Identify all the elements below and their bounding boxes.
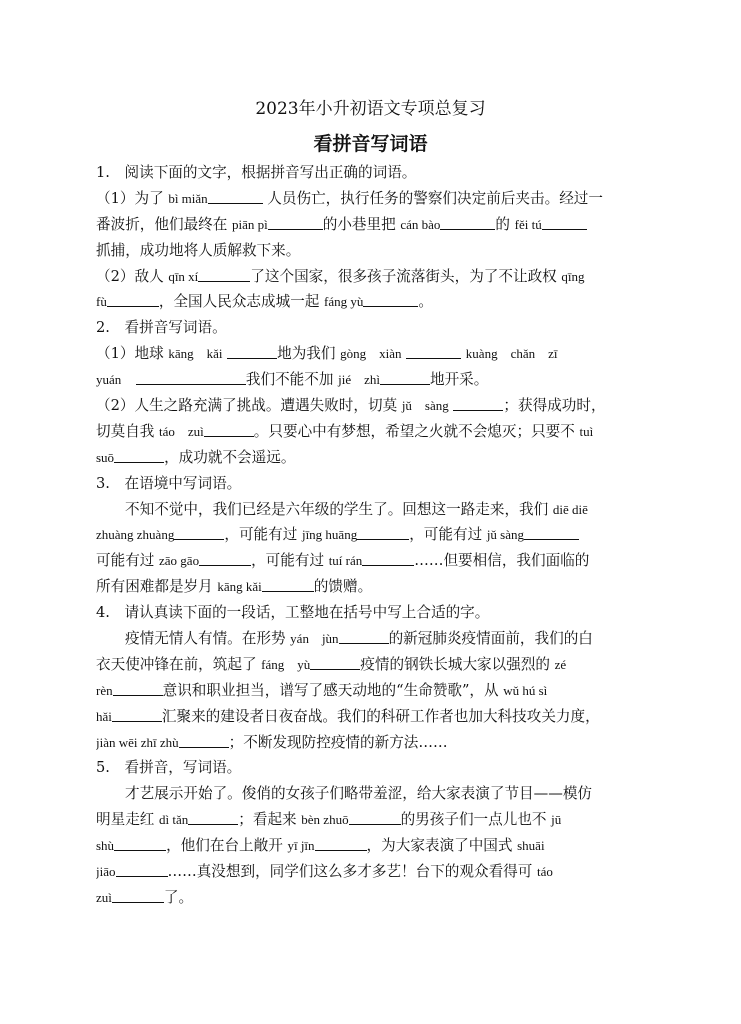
pinyin: jīng huāng [301,527,358,543]
pinyin: fěi tú [514,216,542,232]
pinyin: qīng [561,268,585,284]
answer-blank[interactable] [188,810,238,825]
document-body [96,160,644,911]
pinyin: jiāo [96,864,116,880]
answer-blank[interactable] [198,267,250,282]
answer-blank[interactable] [268,215,323,230]
answer-blank[interactable] [262,577,314,592]
pinyin: kuàng chǎn zī [465,346,558,362]
answer-blank[interactable] [112,707,162,722]
answer-blank[interactable] [315,836,367,851]
answer-blank[interactable] [440,215,495,230]
q4-line3: rèn 意识和职业担当，谱写了感天动地的“生命赞歌”，从 wǔ hú sì [96,681,548,699]
q4-line2: 衣天使冲锋在前，筑起了 fáng yù 疫情的钢铁长城大家以强烈的 zé [96,655,567,673]
pinyin: táo [537,864,553,880]
pinyin: táo zuì [159,423,204,439]
pinyin: suō [96,449,115,465]
answer-blank[interactable] [199,551,251,566]
q3-heading: 3. 在语境中写词语。 [96,474,242,492]
pinyin: shù [96,838,115,854]
q4-line4: hǎi 汇聚来的建设者日夜奋战。我们的科研工作者也加大科技攻关力度， [96,707,600,725]
q5-heading: 5. 看拼音，写词语。 [96,759,242,777]
answer-blank[interactable] [208,189,263,204]
pinyin: tuí rán [328,553,363,569]
q2-p2-line1: （2）人生之路充满了挑战。遭遇失败时，切莫 jǔ sàng ；获得成功时， [96,397,606,415]
q1-p2-line1: （2）敌人 qīn xí 了这个国家，很多孩子流落街头，为了不让政权 qīng [96,267,585,285]
q4-line1: 疫情无情人有情。在形势 yán jùn 的新冠肺炎疫情面前，我们的白 [125,630,593,648]
pinyin: kāng kǎi [217,579,262,595]
answer-blank[interactable] [136,370,246,385]
pinyin: shuāi [517,838,545,854]
q1-p1-line1: （1）为了 bì miǎn 人员伤亡，执行任务的警察们决定前后夹击。经过一 [96,189,603,207]
answer-blank[interactable] [113,681,163,696]
pinyin: yī jīn [287,838,315,854]
pinyin: bì miǎn [168,190,208,206]
pinyin: jiàn wēi zhī zhù [96,734,179,750]
answer-blank[interactable] [310,655,360,670]
q2-heading: 2. 看拼音写词语。 [96,319,227,337]
pinyin: bèn zhuō [301,812,349,828]
pinyin: zhuàng zhuàng [96,527,175,543]
answer-blank[interactable] [227,344,277,359]
q2-p1-line1: （1）地球 kāng kǎi 地为我们 gòng xiàn kuàng chǎn zī [96,345,558,363]
q5-line5: zuì 了。 [96,888,194,906]
answer-blank[interactable] [357,525,409,540]
answer-blank[interactable] [406,344,461,359]
answer-blank[interactable] [362,551,414,566]
pinyin: jǔ sàng [401,398,449,414]
answer-blank[interactable] [363,292,418,307]
q4-line5: jiàn wēi zhī zhù ；不断发现防控疫情的新方法…… [96,733,448,751]
q5-line4: jiāo ……真没想到，同学们这么多才多艺！台下的观众看得可 táo [96,863,553,881]
pinyin: zé [554,656,567,672]
q4-heading: 4. 请认真读下面的一段话，工整地在括号中写上合适的字。 [96,604,490,622]
answer-blank[interactable] [174,525,224,540]
answer-blank[interactable] [453,396,503,411]
pinyin: yán jùn [290,631,339,647]
answer-blank[interactable] [112,888,164,903]
answer-blank[interactable] [542,215,587,230]
pinyin: jū [551,812,562,828]
q5-line3: shù ，他们在台上敞开 yī jīn ，为大家表演了中国式 shuāi [96,837,545,855]
answer-blank[interactable] [114,448,164,463]
pinyin: fù [96,294,107,310]
q1-heading: 1. 阅读下面的文字，根据拼音写出正确的词语。 [96,164,417,181]
pinyin: dì tǎn [159,812,189,828]
document-title: 2023年小升初语文专项总复习 [255,99,486,119]
answer-blank[interactable] [114,836,166,851]
pinyin: cán bào [400,216,441,232]
document-subtitle: 看拼音写词语 [313,133,428,155]
q1-p1-line3: 抓捕，成功地将人质解救下来。 [96,241,301,259]
q5-line2: 明星走红 dì tǎn ；看起来 bèn zhuō 的男孩子们一点儿也不 jū [96,811,562,829]
answer-blank[interactable] [107,292,159,307]
pinyin: hǎi [96,708,112,724]
pinyin: wǔ hú sì [503,682,548,698]
pinyin: zāo gāo [159,553,200,569]
q2-p2-line2: 切莫自我 táo zuì 。只要心中有梦想，希望之火就不会熄灭；只要不 tuì [96,422,594,440]
pinyin: jié zhì [338,372,380,388]
pinyin: zuì [96,889,112,905]
pinyin: piān pì [231,216,268,232]
answer-blank[interactable] [380,370,430,385]
pinyin: qīn xí [168,268,199,284]
q3-line2: zhuàng zhuàng ，可能有过 jīng huāng ，可能有过 jǔ sàng [96,522,644,548]
q3-line3: 可能有过 zāo gāo ，可能有过 tuí rán ……但要相信，我们面临的 [96,552,590,570]
q3-line1: 不知不觉中，我们已经是六年级的学生了。回想这一路走来，我们 diē diē [125,500,588,518]
pinyin: fáng yù [324,294,364,310]
pinyin: kāng kǎi [168,346,223,362]
pinyin: yuán [96,372,122,388]
q3-line4: 所有困难都是岁月 kāng kǎi 的馈赠。 [96,578,373,596]
q1-p1-line2: 番波折，他们最终在 piān pì 的小巷里把 cán bào 的 fěi tú [96,212,644,238]
pinyin: jǔ sàng [486,527,525,543]
q1-p2-line2: fù ，全国人民众志成城一起 fáng yù 。 [96,293,433,311]
pinyin: gòng xiàn [340,346,402,362]
answer-blank[interactable] [204,422,254,437]
answer-blank[interactable] [349,810,401,825]
answer-blank[interactable] [339,629,389,644]
q5-line1: 才艺展示开始了。俊俏的女孩子们略带羞涩，给大家表演了节目——模仿 [125,785,593,803]
pinyin: rèn [96,682,113,698]
q2-p2-line3: suō ，成功就不会遥远。 [96,448,296,466]
q2-p1-line2: yuán 我们不能不加 jié zhì 地开采。 [96,371,489,389]
answer-blank[interactable] [179,733,229,748]
pinyin: tuì [579,423,594,439]
answer-blank[interactable] [116,862,168,877]
pinyin: diē diē [552,501,588,517]
answer-blank[interactable] [524,525,579,540]
pinyin: fáng yù [261,656,311,672]
